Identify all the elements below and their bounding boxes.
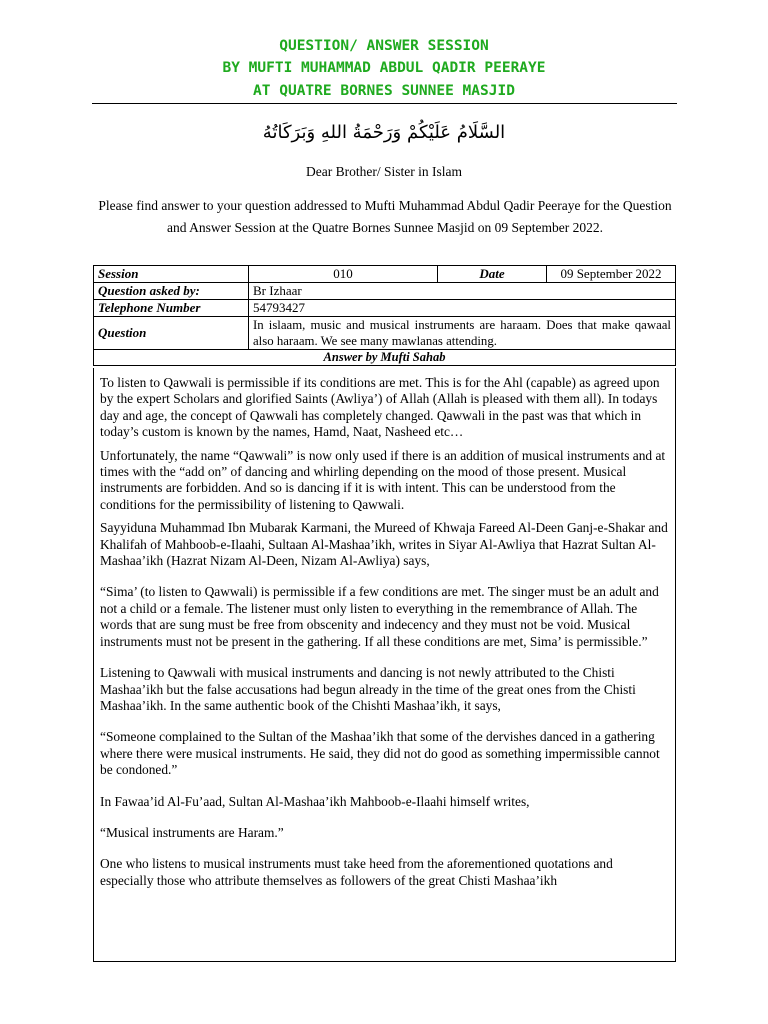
phone-value: 54793427 [249,300,676,317]
title-line-3: AT QUATRE BORNES SUNNEE MASJID [253,83,515,99]
question-value: In islaam, music and musical instruments are haraam. Does that make qawaal also haraam. We see many mawlanas attending. [249,317,676,350]
asked-by-value: Br Izhaar [249,283,676,300]
intro-paragraph: Please find answer to your question addressed to Mufti Muhammad Abdul Qadir Peeraye for the Question and Answer Session at the Quatre Bornes Sunnee Masjid on 09 September 2022. [98,198,672,235]
answer-heading: Answer by Mufti Sahab [94,350,676,366]
date-value: 09 September 2022 [547,266,676,283]
title-line-2: BY MUFTI MUHAMMAD ABDUL QADIR PEERAYE [222,60,546,76]
header-divider [92,103,677,104]
answer-paragraph-3: Sayyiduna Muhammad Ibn Mubarak Karmani, the Mureed of Khwaja Fareed Al-Deen Ganj-e-Shakar and Khalifah of Mahboob-e-Ilaahi, Sultaan Al-Mashaa’ikh, writes in Siyar Al-Awliya that Hazrat Sultan Al-Mashaa’ikh (Hazrat Nizam Al-Deen, Nizam Al-Awliya) says, [100,520,668,569]
answer-paragraph-1: To listen to Qawwali is permissible if its conditions are met. This is for the Ahl (capable) as agreed upon by the expert Scholars and glorified Saints (Awliya’) of Allah (Allah is pleased with them all). In todays day and age, the concept of Qawwali has completely changed. Qawwali in the past was that which in today’s custom is known by the names, Hamd, Naat, Nasheed etc… [100,375,660,440]
session-info-table [93,265,676,366]
answer-quote-1: “Sima’ (to listen to Qawwali) is permissible if a few conditions are met. The singer must be an adult and not a child or a female. The listener must only listen to everything in the remembrance of Allah. The words that are sung must be free from obscenity and indecency and they must not be void. Musical instruments must not be present in the gathering. If all these conditions are met, Sima’ is permissible.” [100,584,659,649]
date-label: Date [438,266,547,283]
arabic-salutation: السَّلَامُ عَلَيْكُمْ وَرَحْمَةُ اللهِ وَبَرَكَاتُهُ [262,122,506,143]
question-label: Question [94,317,249,350]
answer-paragraph-7: In Fawaa’id Al-Fu’aad, Sultan Al-Mashaa’ikh Mahboob-e-Ilaahi himself writes, [100,793,530,809]
phone-label: Telephone Number [94,300,249,317]
answer-quote-2: “Someone complained to the Sultan of the Mashaa’ikh that some of the dervishes danced in a gathering where there were musical instruments. He said, they did not do good as something impermissible cannot be condoned.” [100,729,660,778]
answer-quote-3: “Musical instruments are Haram.” [100,824,284,840]
question-row [94,317,676,350]
session-row [94,266,676,283]
answer-heading-row [94,350,676,366]
answer-paragraph-5: Listening to Qawwali with musical instruments and dancing is not newly attributed to the Chisti Mashaa’ikh but the false accusations had begun already in the time of the great ones from the Chisti Mashaa’ikh. In the same authentic book of the Chishti Mashaa’ikh, it says, [100,665,636,713]
phone-row [94,300,676,317]
session-value: 010 [249,266,438,283]
answer-paragraph-2: Unfortunately, the name “Qawwali” is now only used if there is an addition of musical instruments and at times with the “add on” of dancing and whirling depending on the mood of those present. Musical instruments are forbidden. And so is dancing if it is with intent. This can be understood from the conditions for the permissibility of listening to Qawwali. [100,447,666,512]
answer-paragraph-9: One who listens to musical instruments must take heed from the aforementioned quotations and especially those who attribute themselves as followers of the great Chisti Mashaa’ikh [100,856,613,888]
session-label: Session [94,266,249,283]
greeting: Dear Brother/ Sister in Islam [306,164,462,179]
title-line-1: QUESTION/ ANSWER SESSION [279,38,489,54]
asked-by-label: Question asked by: [94,283,249,300]
asked-by-row [94,283,676,300]
answer-body [93,368,676,962]
